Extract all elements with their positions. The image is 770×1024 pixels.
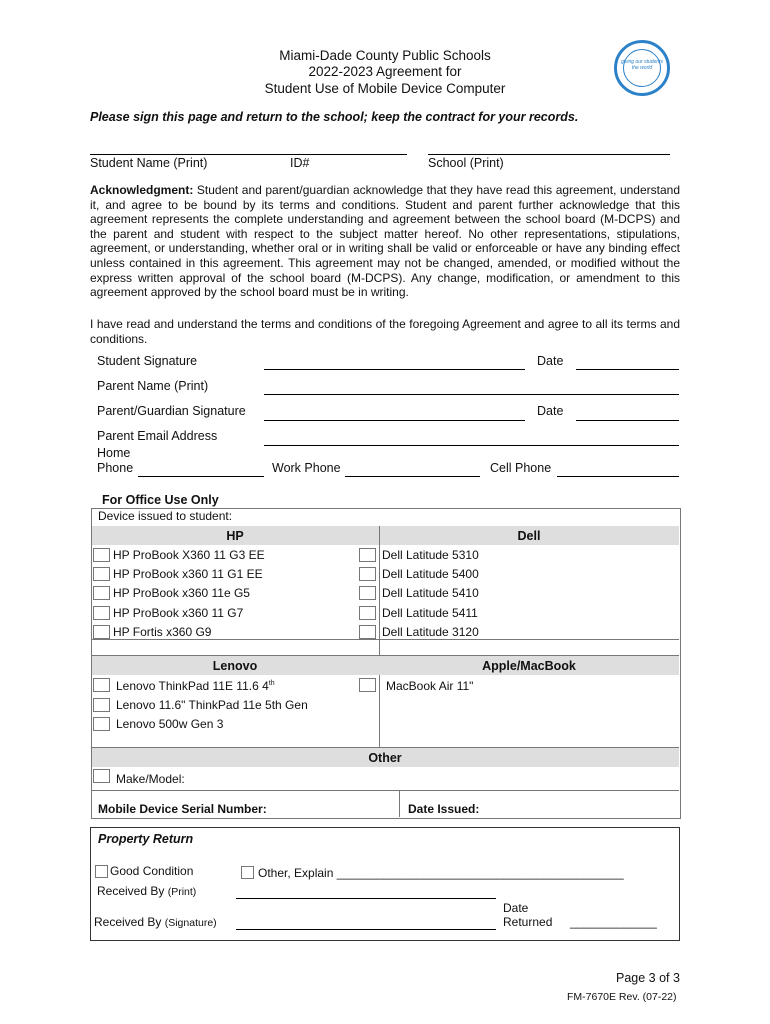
acknowledgment-paragraph (90, 183, 680, 300)
lenovo-item-checkbox[interactable] (93, 678, 110, 692)
guardian-signature-label: Parent/Guardian Signature (97, 404, 246, 418)
date-returned-label-a: Date (503, 901, 529, 915)
lenovo-item-checkbox[interactable] (93, 698, 110, 712)
header-line-2: 2022-2023 Agreement for (308, 64, 462, 79)
apple-item-checkbox[interactable] (359, 678, 376, 692)
lenovo-item (116, 679, 275, 693)
acknowledgment-title: Acknowledgment: (90, 183, 194, 197)
phone-label: Phone (97, 461, 134, 475)
other-explain-checkbox[interactable] (241, 866, 254, 879)
seal-text: giving our students the world (621, 59, 663, 71)
read-statement: I have read and understand the terms and conditions of the foregoing Agreement and agree to all its terms and conditions. (90, 317, 680, 346)
hp-item: HP ProBook x360 11 G7 (113, 606, 244, 620)
acknowledgment-body: Student and parent/guardian acknowledge that they have read this agreement, understand it, and agree to be bound by its terms and conditions. Student and parent further acknowledge that this agreement represents the complete understanding and agreement between the school board (M-DCPS) and the parent and student with respect to the subject matter hereof. No other representations, stipulations, agreement, or understanding, whether oral or in writing shall be valid or enforceable or have any binding effect unless contained in this agreement. This agreement may not be changed, amended, or modified without the express written approval of the school board (M-DCPS). Any change, modification, or amendment to this agreement approved by the school board must be in writing. (90, 183, 680, 300)
student-signature-line[interactable] (264, 369, 525, 370)
instruction-text: Please sign this page and return to the school; keep the contract for your records. (90, 110, 579, 124)
parent-name-label: Parent Name (Print) (97, 379, 209, 393)
dell-item-checkbox[interactable] (359, 606, 376, 620)
good-condition-checkbox[interactable] (95, 865, 108, 878)
hp-item-checkbox[interactable] (93, 548, 110, 562)
home-label: Home (97, 446, 131, 460)
date-label-1: Date (537, 354, 564, 368)
other-header: Other (368, 751, 402, 765)
date-label-2: Date (537, 404, 564, 418)
serial-number-label: Mobile Device Serial Number: (98, 802, 267, 816)
school-line[interactable] (428, 154, 670, 155)
header-line-1: Miami-Dade County Public Schools (279, 48, 491, 63)
date-line-1[interactable] (576, 369, 679, 370)
id-label: ID# (290, 156, 310, 170)
lenovo-header: Lenovo (212, 659, 258, 673)
dell-item-checkbox[interactable] (359, 625, 376, 639)
received-by-print-text: Received By (97, 884, 165, 898)
other-explain-label: Other, Explain ___________________________________________ (258, 866, 624, 880)
property-return-title: Property Return (98, 832, 194, 846)
parent-name-line[interactable] (264, 394, 679, 395)
column-divider (379, 526, 380, 748)
received-by-print-line[interactable] (236, 898, 496, 899)
cell-phone-line[interactable] (557, 476, 679, 477)
lenovo-item: Lenovo 11.6" ThinkPad 11e 5th Gen (116, 698, 308, 712)
dell-item-checkbox[interactable] (359, 548, 376, 562)
dell-item-checkbox[interactable] (359, 567, 376, 581)
row-divider-1 (91, 639, 679, 640)
lenovo-item-checkbox[interactable] (93, 717, 110, 731)
dell-item-checkbox[interactable] (359, 586, 376, 600)
work-phone-line[interactable] (345, 476, 480, 477)
received-by-print-hint: (Print) (167, 886, 197, 898)
form-number: FM-7670E Rev. (07-22) (567, 991, 677, 1003)
apple-item: MacBook Air 11" (386, 679, 474, 693)
dell-item: Dell Latitude 5411 (382, 606, 478, 620)
serial-date-divider (399, 790, 400, 817)
received-by-signature-hint: (Signature) (164, 917, 217, 929)
lenovo-item-sup: th (268, 680, 275, 687)
apple-header: Apple/MacBook (482, 659, 576, 673)
received-by-signature-text: Received By (94, 915, 162, 929)
lenovo-item-text: Lenovo ThinkPad 11E 11.6 4 (116, 679, 269, 693)
district-seal-icon (614, 40, 670, 96)
school-label: School (Print) (428, 156, 504, 170)
hp-item: HP ProBook x360 11 G1 EE (113, 567, 263, 581)
received-by-signature-label (94, 915, 217, 929)
lenovo-item: Lenovo 500w Gen 3 (116, 717, 224, 731)
other-item-checkbox[interactable] (93, 769, 110, 783)
date-returned-label-b: Returned (503, 915, 553, 929)
hp-item-checkbox[interactable] (93, 625, 110, 639)
hp-item: HP Fortis x360 G9 (113, 625, 212, 639)
parent-email-label: Parent Email Address (97, 429, 218, 443)
received-by-signature-line[interactable] (236, 929, 496, 930)
date-returned-blank[interactable]: _____________ (570, 915, 657, 929)
guardian-signature-line[interactable] (264, 420, 525, 421)
cell-phone-label: Cell Phone (490, 461, 552, 475)
office-use-title: For Office Use Only (102, 493, 219, 507)
dell-header: Dell (517, 529, 541, 543)
received-by-print-label (97, 884, 196, 898)
dell-item: Dell Latitude 5410 (382, 586, 479, 600)
good-condition-label: Good Condition (110, 864, 194, 878)
student-name-label: Student Name (Print) (90, 156, 208, 170)
dell-item: Dell Latitude 5310 (382, 548, 479, 562)
hp-item-checkbox[interactable] (93, 606, 110, 620)
hp-item: HP ProBook X360 11 G3 EE (113, 548, 265, 562)
header-line-3: Student Use of Mobile Device Computer (264, 81, 506, 96)
date-line-2[interactable] (576, 420, 679, 421)
page-number: Page 3 of 3 (616, 971, 680, 985)
date-issued-label: Date Issued: (408, 802, 480, 816)
work-phone-label: Work Phone (272, 461, 341, 475)
device-issued-label: Device issued to student: (98, 509, 233, 523)
student-name-line[interactable] (90, 154, 407, 155)
hp-item: HP ProBook x360 11e G5 (113, 586, 250, 600)
hp-item-checkbox[interactable] (93, 586, 110, 600)
make-model-label: Make/Model: (116, 772, 185, 786)
hp-item-checkbox[interactable] (93, 567, 110, 581)
dell-item: Dell Latitude 5400 (382, 567, 479, 581)
student-signature-label: Student Signature (97, 354, 198, 368)
hp-header: HP (226, 529, 244, 543)
parent-email-line[interactable] (264, 445, 679, 446)
dell-item: Dell Latitude 3120 (382, 625, 479, 639)
home-phone-line[interactable] (138, 476, 264, 477)
row-divider-4 (91, 790, 679, 791)
